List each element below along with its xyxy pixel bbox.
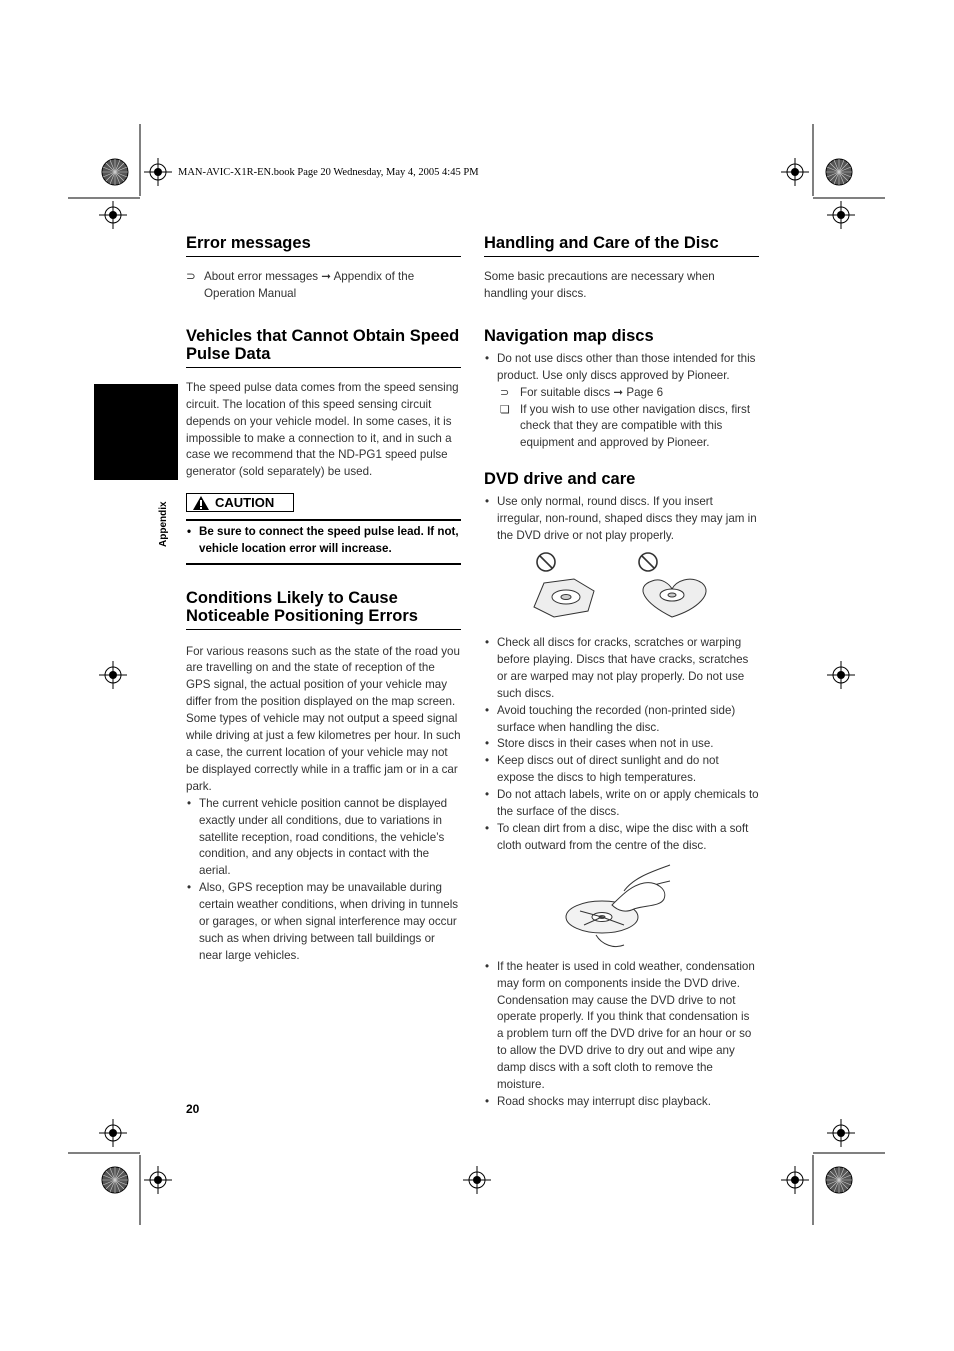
reference-arrow-icon: ⊃ <box>186 270 196 283</box>
reference-arrow-icon: ⊃ <box>500 386 510 399</box>
caution-box <box>186 519 461 565</box>
conditions-body-2: Some types of vehicle may not output a speed signal while driving at just a few kilometres per hour. In such a case, the current location of your vehicle may not be displayed correctly while in a traffic jam or in a car park. <box>186 712 461 793</box>
list-item: • Road shocks may interrupt disc playback. <box>484 1094 759 1111</box>
heading-handling-care-disc: Handling and Care of the Disc <box>484 234 759 257</box>
heading-conditions-positioning-errors: Conditions Likely to Cause Noticeable Positioning Errors <box>186 589 461 630</box>
list-item: • If the heater is used in cold weather, condensation may form on components inside the DVD drive. Condensation may cause the DVD drive to not operate properly. If you think that condensation is a problem turn off the DVD drive for an hour or so to allow the DVD drive to dry out and wipe any damp discs with a soft cloth to remove the moisture. <box>484 959 759 1094</box>
list-item: • Keep discs out of direct sunlight and do not expose the discs to high temperatures. <box>484 753 759 787</box>
conditions-body-1: For various reasons such as the state of the road you are travelling on and the state of reception of the GPS signal, the actual position of your vehicle may differ from the position displayed on the map screen. <box>186 644 460 709</box>
note-box-icon: ❏ <box>500 403 510 416</box>
list-item: • To clean dirt from a disc, wipe the disc with a soft cloth outward from the centre of the disc. <box>484 821 759 855</box>
list-item: • The current vehicle position cannot be displayed exactly under all conditions, due to variations in satellite reception, road conditions, the vehicle’s condition, and any objects in contact with the aerial. <box>186 796 461 881</box>
right-column <box>484 234 759 1111</box>
handling-body: Some basic precautions are necessary when handling your discs. <box>484 270 715 300</box>
heading-vehicles-speed-pulse: Vehicles that Cannot Obtain Speed Pulse Data <box>186 327 461 368</box>
list-item: • Do not attach labels, write on or apply chemicals to the surface of the discs. <box>484 787 759 821</box>
section-tab-marker <box>94 384 178 480</box>
list-item: • Check all discs for cracks, scratches or warping before playing. Discs that have cracks, scratches or are warped may not play properly. Do not use such discs. <box>484 635 759 703</box>
heading-error-messages: Error messages <box>186 234 461 257</box>
warning-triangle-icon <box>193 496 209 510</box>
list-item: • Do not use discs other than those intended for this product. Use only discs approved by Pioneer. <box>484 351 759 385</box>
irregular-disc-icon <box>534 579 594 617</box>
heading-dvd-drive-care: DVD drive and care <box>484 470 636 489</box>
vehicles-body: The speed pulse data comes from the speed sensing circuit. The location of this speed sensing circuit depends on your vehicle model. In some cases, it is impossible to make a connection to it, and in such a case we recommend that the ND-PG1 speed pulse generator (sold separately) be used. <box>186 380 459 479</box>
prohibited-icon <box>537 553 657 571</box>
nav-discs-ref: ⊃ For suitable discs ➞ Page 6 <box>484 385 759 402</box>
caution-item: • Be sure to connect the speed pulse lead. If not, vehicle location error will increase. <box>186 524 461 558</box>
error-messages-ref: ⊃ About error messages ➞ Appendix of the Operation Manual <box>186 270 415 300</box>
list-item: • Store discs in their cases when not in use. <box>484 736 759 753</box>
irregular-disc-illustration <box>484 551 759 629</box>
list-item: • Use only normal, round discs. If you insert irregular, non-round, shaped discs they may jam in the DVD drive or not play properly. <box>484 494 759 545</box>
list-item: • Avoid touching the recorded (non-printed side) surface when handling the disc. <box>484 703 759 737</box>
section-side-label: Appendix <box>158 501 169 547</box>
list-item: • Also, GPS reception may be unavailable during certain weather conditions, when driving in tunnels or garages, or when signal interference may occur such as when driving between tall buildings or near large vehicles. <box>186 880 461 965</box>
heart-disc-icon <box>643 579 706 617</box>
disc-cleaning-illustration <box>484 861 759 953</box>
heading-navigation-map-discs: Navigation map discs <box>484 326 654 345</box>
left-column <box>186 234 461 965</box>
file-header: MAN-AVIC-X1R-EN.book Page 20 Wednesday, May 4, 2005 4:45 PM <box>178 167 479 178</box>
page-number: 20 <box>186 1102 200 1116</box>
caution-label: CAUTION <box>186 493 294 512</box>
nav-discs-note: ❏ If you wish to use other navigation discs, first check that they are compatible with this equipment and approved by Pioneer. <box>500 402 751 450</box>
